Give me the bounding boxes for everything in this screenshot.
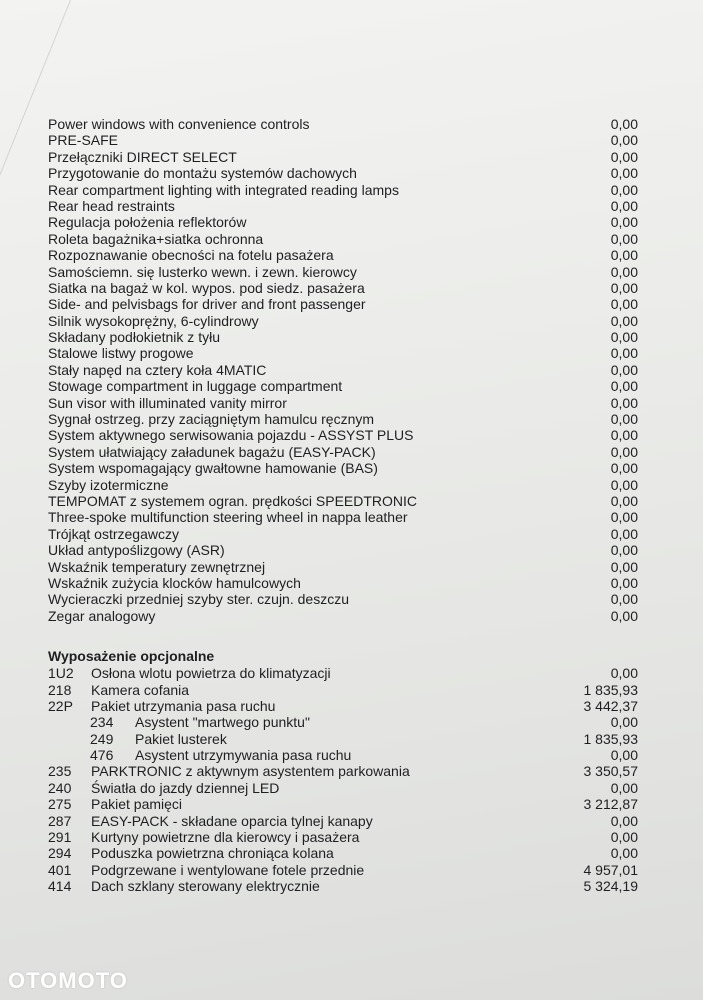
equipment-row: [48, 296, 638, 312]
optional-item-row: [48, 829, 638, 845]
equipment-price: 0,00: [610, 148, 638, 165]
equipment-row: [48, 444, 638, 460]
equipment-row: [48, 460, 638, 476]
equipment-label: Stały napęd na cztery koła 4MATIC: [48, 361, 267, 378]
otomoto-watermark: OTOMOTO: [8, 968, 128, 993]
option-label: Poduszka powietrzna chroniąca kolana: [91, 845, 334, 862]
equipment-row: [48, 427, 638, 443]
equipment-row: [48, 395, 638, 411]
equipment-row: [48, 116, 638, 132]
option-label: Asystent utrzymywania pasa ruchu: [135, 747, 352, 764]
equipment-price: 0,00: [610, 607, 638, 624]
equipment-price: 0,00: [610, 132, 638, 149]
equipment-label: Składany podłokietnik z tyłu: [48, 329, 220, 346]
option-label: Kurtyny powietrzne dla kierowcy i pasażera: [91, 829, 360, 846]
equipment-label: Stalowe listwy progowe: [48, 345, 194, 362]
option-code: 240: [48, 779, 72, 796]
equipment-price: 0,00: [610, 427, 638, 444]
equipment-label: Regulacja położenia reflektorów: [48, 214, 247, 231]
equipment-label: Przełączniki DIRECT SELECT: [48, 148, 237, 165]
equipment-price: 0,00: [610, 574, 638, 591]
equipment-row: [48, 165, 638, 181]
equipment-list: [48, 116, 638, 895]
optional-subitem-row: [48, 747, 638, 763]
equipment-row: [48, 132, 638, 148]
equipment-price: 0,00: [610, 214, 638, 231]
equipment-row: [48, 526, 638, 542]
equipment-label: Wskaźnik zużycia klocków hamulcowych: [48, 574, 301, 591]
equipment-row: [48, 264, 638, 280]
option-code: 235: [48, 763, 72, 780]
option-price: 5 324,19: [583, 878, 638, 895]
equipment-price: 0,00: [610, 279, 638, 296]
equipment-label: Roleta bagażnika+siatka ochronna: [48, 230, 264, 247]
optional-item-row: [48, 763, 638, 779]
equipment-label: Three-spoke multifunction steering wheel in nappa leather: [48, 509, 408, 526]
option-code: 414: [48, 878, 72, 895]
option-price: 1 835,93: [583, 681, 638, 698]
equipment-row: [48, 231, 638, 247]
equipment-label: Układ antypoślizgowy (ASR): [48, 542, 225, 559]
equipment-row: [48, 493, 638, 509]
option-label: Dach szklany sterowany elektrycznie: [91, 878, 320, 895]
equipment-label: PRE-SAFE: [48, 132, 119, 149]
equipment-price: 0,00: [610, 329, 638, 346]
optional-item-row: [48, 796, 638, 812]
optional-item-row: [48, 845, 638, 861]
equipment-row: [48, 378, 638, 394]
equipment-label: Side- and pelvisbags for driver and front passenger: [48, 296, 366, 313]
option-label: Asystent "martwego punktu": [135, 714, 310, 731]
option-code: 22P: [48, 697, 73, 714]
optional-section-title: Wyposażenie opcjonalne: [48, 648, 215, 665]
equipment-label: Stowage compartment in luggage compartment: [48, 378, 343, 395]
equipment-label: Szyby izotermiczne: [48, 476, 169, 493]
equipment-price: 0,00: [610, 263, 638, 280]
option-price: 3 442,37: [583, 697, 638, 714]
equipment-price: 0,00: [610, 165, 638, 182]
equipment-row: [48, 509, 638, 525]
optional-item-row: [48, 813, 638, 829]
equipment-price: 0,00: [610, 312, 638, 329]
optional-item-row: [48, 698, 638, 714]
option-label: Pakiet utrzymania pasa ruchu: [91, 697, 276, 714]
option-price: 0,00: [610, 747, 638, 764]
equipment-price: 0,00: [610, 247, 638, 264]
optional-item-row: [48, 665, 638, 681]
equipment-price: 0,00: [610, 296, 638, 313]
equipment-price: 0,00: [610, 509, 638, 526]
option-price: 0,00: [610, 812, 638, 829]
option-code: 476: [90, 747, 114, 764]
option-label: Pakiet pamięci: [91, 796, 183, 813]
optional-item-row: [48, 878, 638, 894]
option-label: Pakiet lusterek: [135, 730, 227, 747]
equipment-row: [48, 329, 638, 345]
equipment-label: Rear compartment lighting with integrated reading lamps: [48, 181, 399, 198]
option-code: 218: [48, 681, 72, 698]
optional-subitem-row: [48, 731, 638, 747]
equipment-label: Wskaźnik temperatury zewnętrznej: [48, 558, 266, 575]
equipment-label: Zegar analogowy: [48, 607, 156, 624]
equipment-row: [48, 313, 638, 329]
equipment-label: Silnik wysokoprężny, 6-cylindrowy: [48, 312, 259, 329]
option-label: EASY-PACK - składane oparcia tylnej kanapy: [91, 812, 373, 829]
equipment-price: 0,00: [610, 230, 638, 247]
option-label: Osłona wlotu powietrza do klimatyzacji: [91, 665, 331, 682]
option-price: 1 835,93: [583, 730, 638, 747]
option-price: 0,00: [610, 845, 638, 862]
option-label: Kamera cofania: [91, 681, 190, 698]
equipment-row: [48, 280, 638, 296]
equipment-label: Trójkąt ostrzegawczy: [48, 525, 179, 542]
equipment-price: 0,00: [610, 197, 638, 214]
equipment-price: 0,00: [610, 411, 638, 428]
equipment-row: [48, 591, 638, 607]
option-code: 234: [90, 714, 114, 731]
equipment-row: [48, 247, 638, 263]
equipment-price: 0,00: [610, 591, 638, 608]
option-label: PARKTRONIC z aktywnym asystentem parkowania: [91, 763, 410, 780]
option-label: Światła do jazdy dziennej LED: [91, 779, 280, 796]
equipment-price: 0,00: [610, 181, 638, 198]
equipment-row: [48, 608, 638, 624]
equipment-label: Wycieraczki przedniej szyby ster. czujn. deszczu: [48, 591, 349, 608]
equipment-row: [48, 182, 638, 198]
equipment-label: System aktywnego serwisowania pojazdu - ASSYST PLUS: [48, 427, 414, 444]
equipment-price: 0,00: [610, 476, 638, 493]
equipment-label: Sun visor with illuminated vanity mirror: [48, 394, 287, 411]
option-price: 3 350,57: [583, 763, 638, 780]
option-price: 0,00: [610, 779, 638, 796]
equipment-price: 0,00: [610, 492, 638, 509]
equipment-row: [48, 559, 638, 575]
option-price: 0,00: [610, 714, 638, 731]
standard-equipment-list: [48, 116, 638, 624]
option-code: 1U2: [48, 665, 74, 682]
option-price: 0,00: [610, 665, 638, 682]
optional-item-row: [48, 862, 638, 878]
option-code: 287: [48, 812, 72, 829]
option-price: 3 212,87: [583, 796, 638, 813]
equipment-row: [48, 477, 638, 493]
equipment-row: [48, 345, 638, 361]
equipment-price: 0,00: [610, 525, 638, 542]
option-label: Podgrzewane i wentylowane fotele przednie: [91, 861, 365, 878]
equipment-label: System ułatwiający załadunek bagażu (EASY-PACK): [48, 443, 376, 460]
equipment-price: 0,00: [610, 345, 638, 362]
equipment-row: [48, 362, 638, 378]
equipment-price: 0,00: [610, 558, 638, 575]
option-code: 275: [48, 796, 72, 813]
optional-equipment-list: [48, 665, 638, 894]
equipment-price: 0,00: [610, 116, 638, 132]
equipment-row: [48, 214, 638, 230]
option-code: 291: [48, 829, 72, 846]
equipment-label: Power windows with convenience controls: [48, 116, 310, 132]
option-code: 249: [90, 730, 114, 747]
equipment-label: Przygotowanie do montażu systemów dachowych: [48, 165, 357, 182]
equipment-price: 0,00: [610, 394, 638, 411]
equipment-row: [48, 149, 638, 165]
equipment-row: [48, 542, 638, 558]
equipment-price: 0,00: [610, 460, 638, 477]
equipment-label: Sygnał ostrzeg. przy zaciągniętym hamulcu ręcznym: [48, 411, 375, 428]
equipment-label: Rozpoznawanie obecności na fotelu pasażera: [48, 247, 334, 264]
optional-item-row: [48, 682, 638, 698]
optional-subitem-row: [48, 714, 638, 730]
equipment-label: Rear head restraints: [48, 197, 175, 214]
equipment-row: [48, 411, 638, 427]
equipment-price: 0,00: [610, 542, 638, 559]
option-code: 294: [48, 845, 72, 862]
equipment-price: 0,00: [610, 378, 638, 395]
equipment-price: 0,00: [610, 361, 638, 378]
option-price: 0,00: [610, 829, 638, 846]
equipment-row: [48, 575, 638, 591]
equipment-label: System wspomagający gwałtowne hamowanie (BAS): [48, 460, 378, 477]
equipment-label: TEMPOMAT z systemem ogran. prędkości SPEEDTRONIC: [48, 492, 418, 509]
option-price: 4 957,01: [583, 861, 638, 878]
equipment-row: [48, 198, 638, 214]
equipment-label: Samościemn. się lusterko wewn. i zewn. kierowcy: [48, 263, 357, 280]
equipment-label: Siatka na bagaż w kol. wypos. pod siedz. pasażera: [48, 279, 365, 296]
option-code: 401: [48, 861, 72, 878]
optional-item-row: [48, 780, 638, 796]
equipment-price: 0,00: [610, 443, 638, 460]
